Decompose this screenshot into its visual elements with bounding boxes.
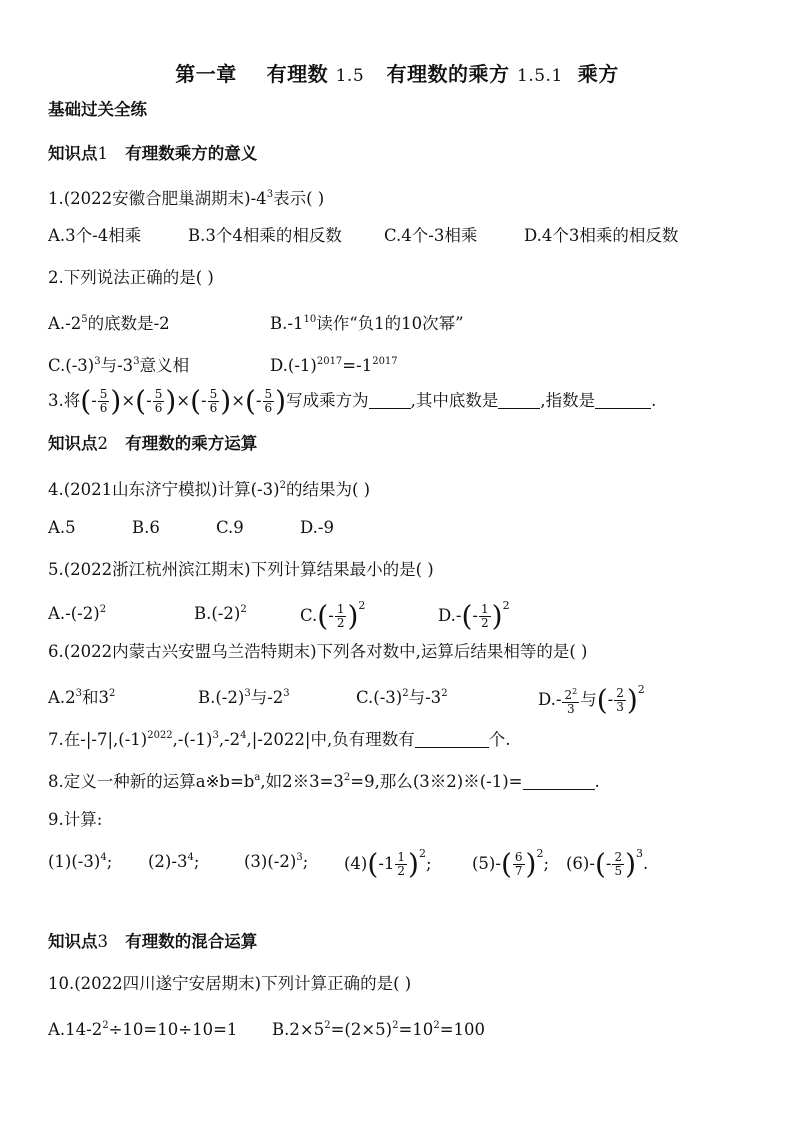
q10-option-a[interactable]: $A.14-2^2\div 10=10\div 10=1$ xyxy=(48,1020,238,1039)
question-7: 7.在$-|-7|,(-1)^{2022},-(-1)^3,-2^4,|-2022|$中,负有理数有 个. xyxy=(48,730,511,749)
question-10-stem: 10.(2022四川遂宁安居期末)下列计算正确的是( ) xyxy=(48,974,412,993)
q3-blank-base[interactable] xyxy=(498,390,540,409)
q1-option-c[interactable]: C.4个-3相乘 xyxy=(384,226,478,245)
q4-option-a[interactable]: A.5 xyxy=(48,518,76,537)
question-5-stem: 5.(2022浙江杭州滨江期末)下列计算结果最小的是( ) xyxy=(48,560,434,579)
topic-label: 有理数的乘方 xyxy=(386,62,510,86)
q6-option-c[interactable]: $C.(-3)^2$与$-3^2$ xyxy=(356,688,448,707)
q4-option-d[interactable]: D.-9 xyxy=(300,518,334,537)
knowledge-point-3: 知识点3 有理数的混合运算 xyxy=(48,932,258,951)
q10-option-b[interactable]: $B.2\times 5^2=(2\times 5)^2=10^2=100$ xyxy=(272,1020,486,1039)
q4-option-c[interactable]: C.9 xyxy=(216,518,244,537)
question-9-stem: 9.计算: xyxy=(48,810,103,829)
page-title xyxy=(0,58,794,87)
q1-option-b[interactable]: B.3个4相乘的相反数 xyxy=(188,226,342,245)
q1-option-a[interactable]: A.3个-4相乘 xyxy=(48,226,142,245)
q3-blank-exponent[interactable] xyxy=(595,390,651,409)
q5-option-a[interactable]: $A.-(-2)^2$ xyxy=(48,604,107,623)
q9-part-3: $(3)(-2)^3$; xyxy=(244,852,309,871)
question-3: 3.将(- $\frac{5}{6}$ )×(- $\frac{5}{6}$ )×(- $\frac{5}{6}$ )×(- $\frac{5}{6}$ )写成乘方为 ,其中底数是 ,指数是 . xyxy=(48,384,657,418)
q6-option-d[interactable]: D.- $\frac{2^2}{3}$ 与(- $\frac{2}{3}$ )$^2$ xyxy=(538,683,645,717)
knowledge-point-2: 知识点2 有理数的乘方运算 xyxy=(48,434,258,453)
subsection-number: 1.5.1 xyxy=(517,66,563,86)
q2-option-c[interactable]: $C.(-3)^3$与$-3^3$意义相 xyxy=(48,356,190,375)
knowledge-point-1: 知识点1 有理数乘方的意义 xyxy=(48,144,258,163)
q4-option-b[interactable]: B.6 xyxy=(132,518,160,537)
q6-option-a[interactable]: $A.2^3$和$3^2$ xyxy=(48,688,116,707)
q9-part-1: $(1)(-3)^4$; xyxy=(48,852,113,871)
q5-option-b[interactable]: $B.(-2)^2$ xyxy=(194,604,247,623)
q6-option-b[interactable]: $B.(-2)^3$与$-2^3$ xyxy=(198,688,290,707)
section-label: 有理数 xyxy=(266,62,329,86)
q2-option-a[interactable]: $A.-2^5$的底数是-2 xyxy=(48,314,170,333)
q2-option-d[interactable]: $D.(-1)^{2017}=-1^{2017}$ xyxy=(270,356,398,375)
q5-option-c[interactable]: C.(- $\frac{1}{2}$ )$^2$ xyxy=(300,599,366,633)
q5-option-d[interactable]: D.-(- $\frac{1}{2}$ )$^2$ xyxy=(438,599,510,633)
q7-blank[interactable] xyxy=(415,729,489,748)
q2-option-b[interactable]: $B.-1^{10}$读作“负1的10次幂” xyxy=(270,314,464,333)
question-1-stem: 1.(2022安徽合肥巢湖期末)$-4^3$表示( ) xyxy=(48,189,325,208)
q9-part-5: (5)-( $\frac{6}{7}$ )$^2$; xyxy=(472,847,550,881)
practice-heading: 基础过关全练 xyxy=(48,100,147,119)
q9-part-2: $(2)-3^4$; xyxy=(148,852,200,871)
chapter-label: 第一章 xyxy=(175,62,237,86)
q9-part-6: (6)-(- $\frac{2}{5}$ )$^3$. xyxy=(566,847,649,881)
q3-blank-power[interactable] xyxy=(369,390,411,409)
question-8: 8.定义一种新的运算$a※b=b^a$,如$2※3=3^2=9$,那么(3※2)※(-1)= . xyxy=(48,772,600,791)
question-2-stem: 2.下列说法正确的是( ) xyxy=(48,268,214,287)
subtopic-label: 乘方 xyxy=(577,62,619,86)
question-4-stem: 4.(2021山东济宁模拟)计算$(-3)^2$的结果为( ) xyxy=(48,480,371,499)
q8-blank[interactable] xyxy=(523,771,595,790)
section-number: 1.5 xyxy=(335,66,365,86)
question-6-stem: 6.(2022内蒙古兴安盟乌兰浩特期末)下列各对数中,运算后结果相等的是( ) xyxy=(48,642,588,661)
q9-part-4: (4)(-1 $\frac{1}{2}$ )$^2$; xyxy=(344,847,432,881)
q1-option-d[interactable]: D.4个3相乘的相反数 xyxy=(524,226,679,245)
